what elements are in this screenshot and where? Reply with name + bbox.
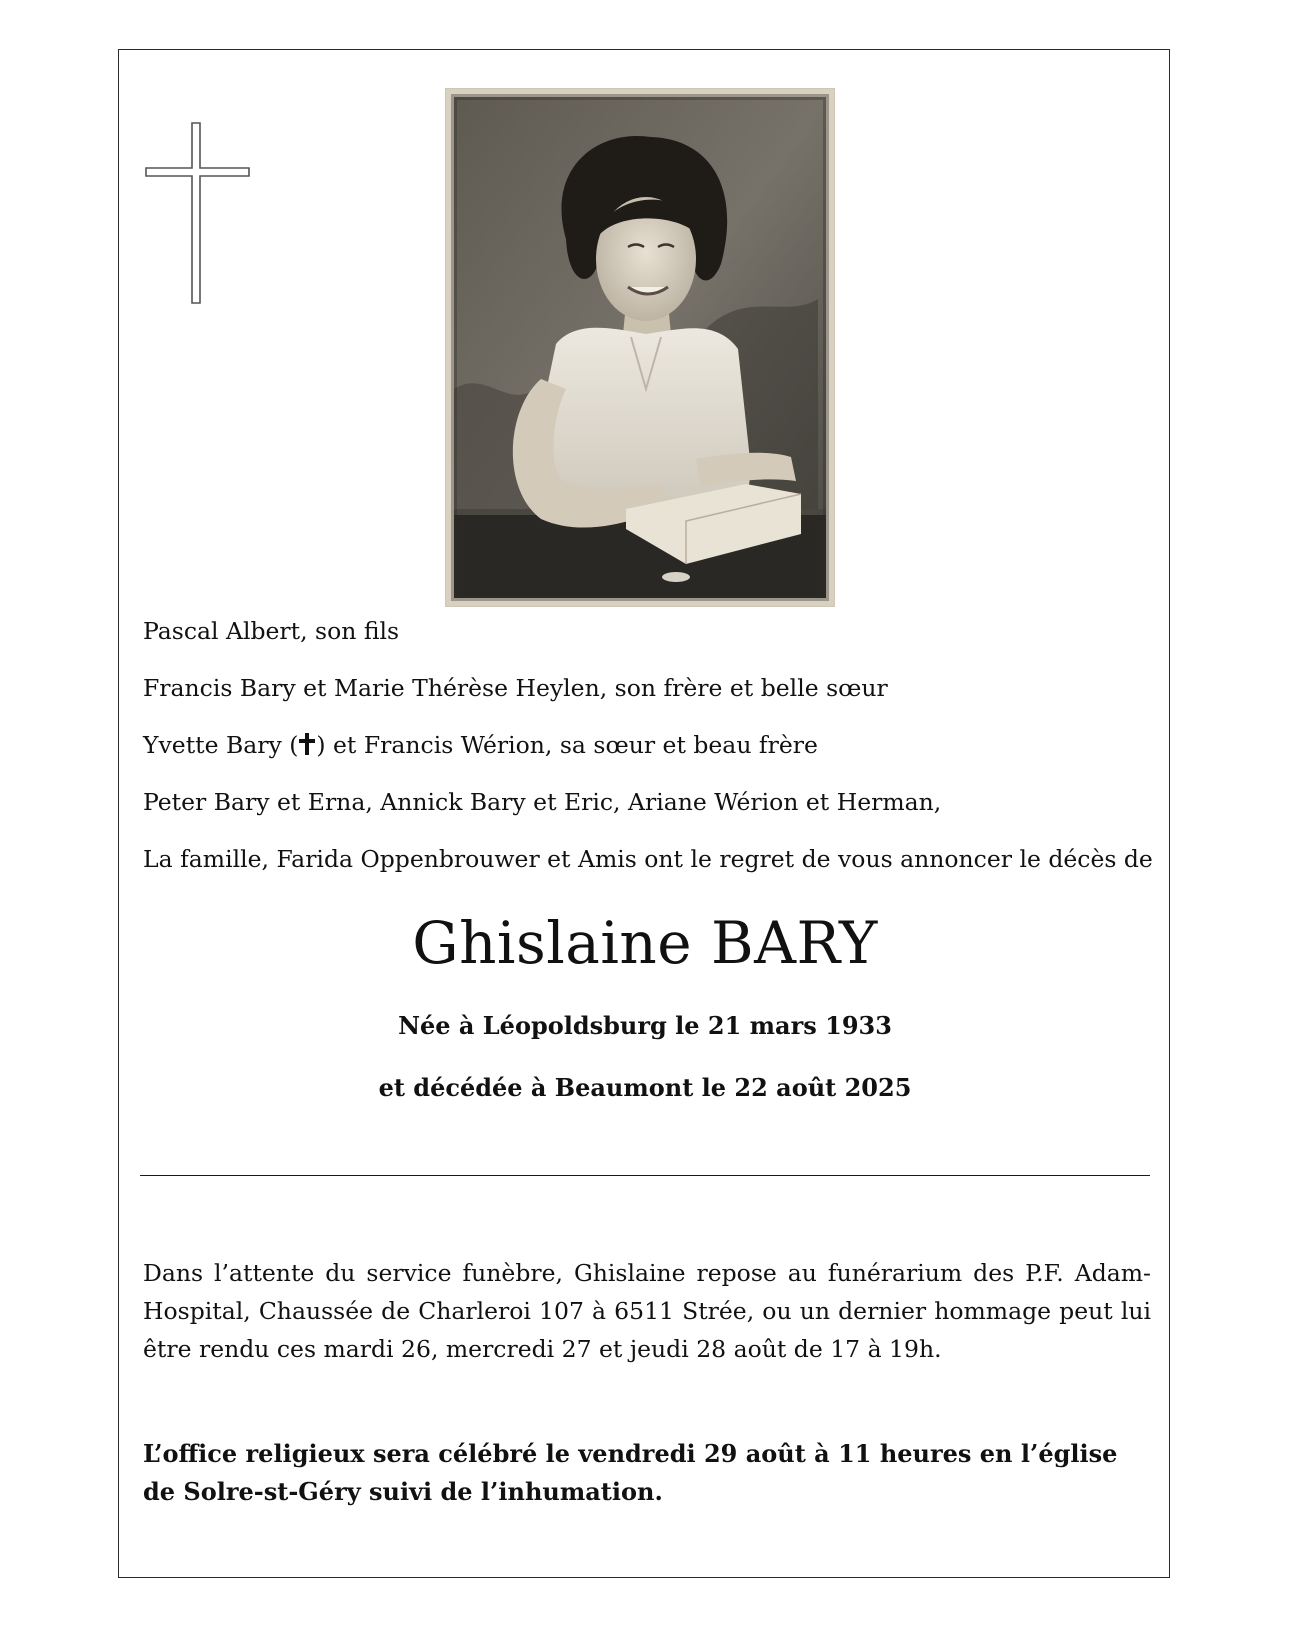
- family-line: La famille, Farida Oppenbrouwer et Amis ont le regret de vous annoncer le décès de: [143, 845, 1153, 873]
- death-notice-card: [118, 49, 1170, 1578]
- family-line: Peter Bary et Erna, Annick Bary et Eric, Ariane Wérion et Herman,: [143, 788, 942, 816]
- service-paragraph: Dans l’attente du service funèbre, Ghislaine repose au funérarium des P.F. Adam-Hospital, Chaussée de Charleroi 107 à 6511 Strée, ou un dernier hommage peut lui être rendu ces mardi 26, mercredi 27 et jeudi 28 août de 17 à 19h.: [143, 1259, 1151, 1363]
- birth-info: Née à Léopoldsburg le 21 mars 1933: [398, 1011, 892, 1040]
- death-info: et décédée à Beaumont le 22 août 2025: [378, 1073, 912, 1102]
- family-line-part: Yvette Bary (: [143, 731, 299, 759]
- deceased-cross-icon: [299, 733, 315, 755]
- portrait-photo: [446, 89, 834, 606]
- divider: [140, 1175, 1150, 1176]
- family-line: [143, 729, 1143, 761]
- office-paragraph: L’office religieux sera célébré le vendredi 29 août à 11 heures en l’église de Solre-st-Géry suivi de l’inhumation.: [143, 1439, 1118, 1506]
- deceased-name: Ghislaine BARY: [412, 909, 878, 977]
- family-line: Francis Bary et Marie Thérèse Heylen, son frère et belle sœur: [143, 674, 888, 702]
- family-list: [143, 615, 1153, 875]
- family-line-part: ) et Francis Wérion, sa sœur et beau frère: [316, 731, 818, 759]
- cross-icon: [145, 122, 253, 312]
- family-line: Pascal Albert, son fils: [143, 617, 400, 645]
